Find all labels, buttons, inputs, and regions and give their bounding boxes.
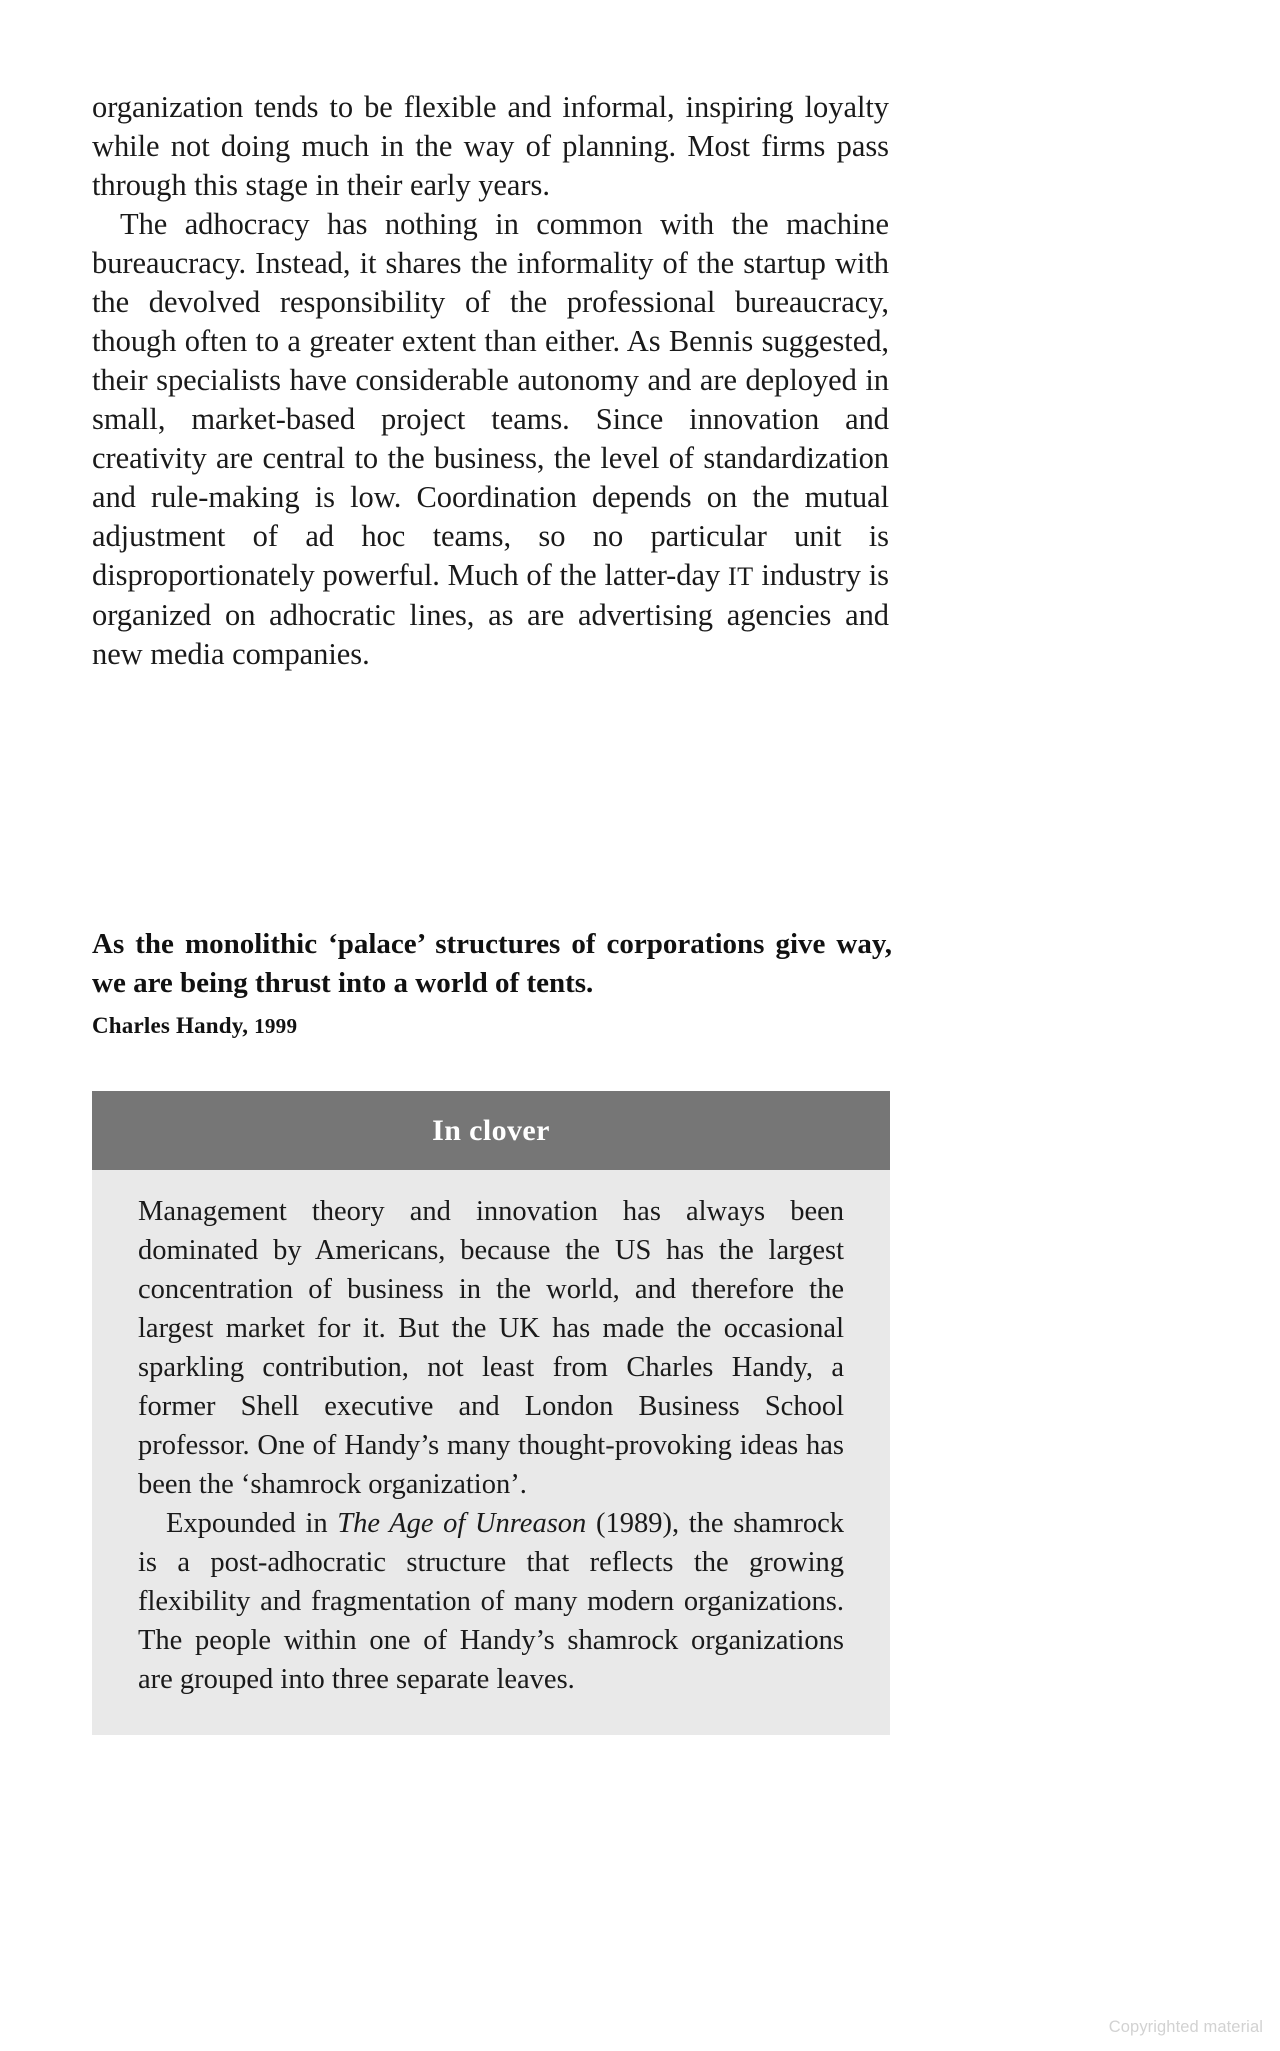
- body-paragraph-2-smallcaps-it: IT: [728, 562, 754, 591]
- sidebar-box-title: In clover: [432, 1113, 550, 1147]
- pull-quote: As the monolithic ‘palace’ structures of corporations give way, we are being thrust into a world of tents.: [92, 928, 892, 999]
- sidebar-paragraph-2: [138, 1504, 844, 1699]
- main-text-column: [92, 88, 889, 674]
- sidebar-paragraph-2-part-b: (1989), the shamrock is a post-adhocratic structure that reflects the growing flexibility and fragmentation of many modern organizations. The people within one of Handy’s shamrock organizations are grouped into three separate leaves.: [138, 1508, 844, 1695]
- sidebar-box-body: [92, 1170, 890, 1735]
- book-title-the-age-of-unreason: The Age of Unreason: [337, 1508, 587, 1539]
- attribution-year: 1999: [254, 1014, 298, 1038]
- body-paragraph-2-part-a: The adhocracy has nothing in common with the machine bureaucracy. Instead, it shares the informality of the startup with the devolved responsibility of the professional bureaucracy, though often to a greater extent than either. As Bennis suggested, their specialists have considerable autonomy and are deployed in small, market-based project teams. Since innovation and creativity are central to the business, the level of standardization and rule-making is low. Coordination depends on the mutual adjustment of ad hoc teams, so no particular unit is disproportionately powerful. Much of the latter-day: [92, 207, 889, 592]
- body-paragraph-2: [92, 205, 889, 674]
- sidebar-paragraph-1: Management theory and innovation has always been dominated by Americans, because the US has the largest concentration of business in the world, and therefore the largest market for it. But the UK has made the occasional sparkling contribution, not least from Charles Handy, a former Shell executive and London Business School professor. One of Handy’s many thought-provoking ideas has been the ‘shamrock organization’.: [138, 1196, 844, 1500]
- copyright-watermark: Copyrighted material: [1108, 2018, 1263, 2036]
- attribution-name: Charles Handy,: [92, 1013, 255, 1038]
- sidebar-box-header: [92, 1091, 890, 1170]
- pull-quote-attribution: [92, 1012, 892, 1040]
- sidebar-paragraph-2-part-a: Expounded in: [166, 1508, 338, 1539]
- sidebar-box: [92, 1091, 890, 1735]
- body-paragraph-2-part-b: industry is organized on adhocratic lines, as are advertising agencies and new media companies.: [92, 558, 889, 671]
- body-paragraph-1: organization tends to be flexible and informal, inspiring loyalty while not doing much in the way of planning. Most firms pass through this stage in their early years.: [92, 90, 889, 202]
